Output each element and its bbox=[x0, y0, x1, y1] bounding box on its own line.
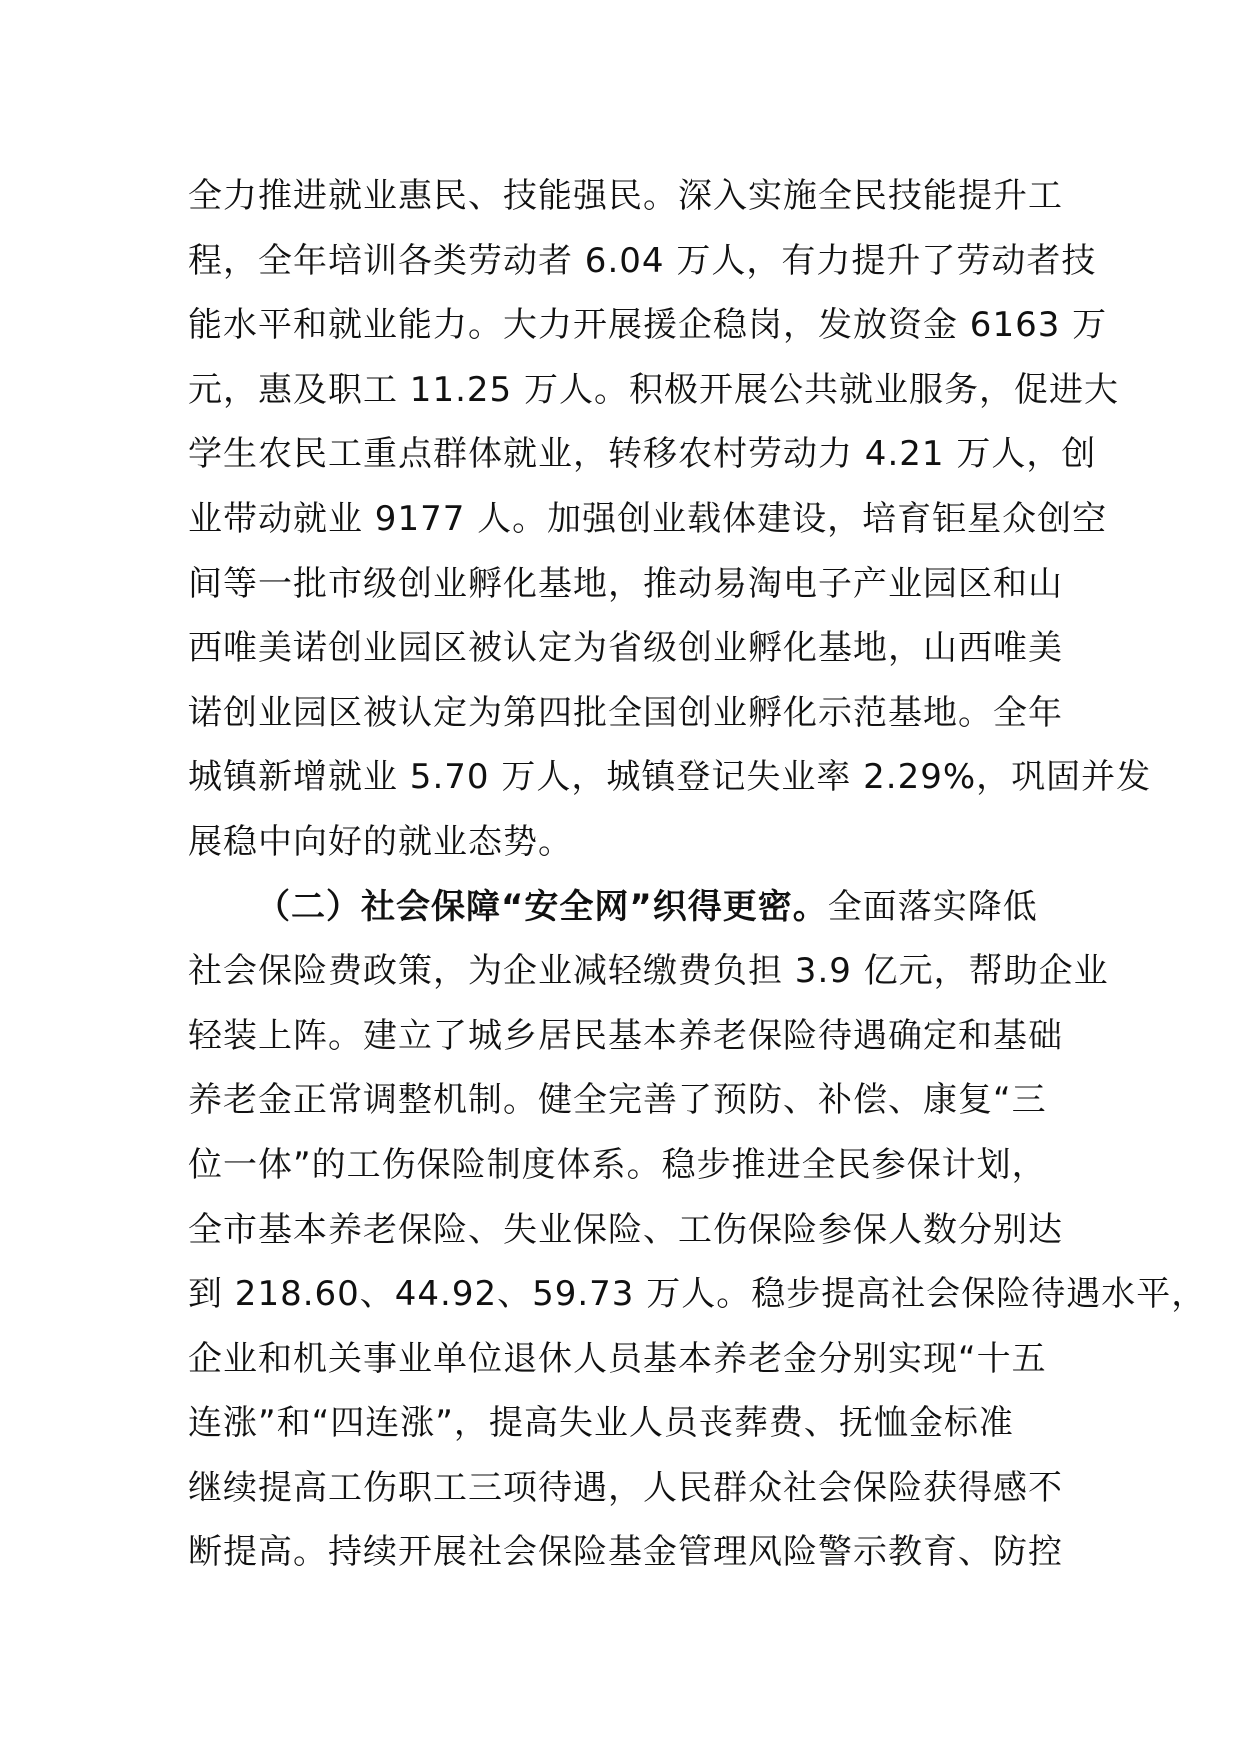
text-line-first bbox=[188, 875, 1063, 940]
text-line: 到 218.60、44.92、59.73 万人。稳步提高社会保险待遇水平， bbox=[188, 1274, 1207, 1315]
text-line: 全市基本养老保险、失业保险、工伤保险参保人数分别达 bbox=[188, 1209, 1063, 1250]
text-line: 能水平和就业能力。大力开展援企稳岗，发放资金 6163 万 bbox=[188, 305, 1108, 346]
document-body bbox=[188, 164, 1207, 1585]
text-line: 展稳中向好的就业态势。 bbox=[188, 821, 573, 862]
text-line: 间等一批市级创业孵化基地，推动易淘电子产业园区和山 bbox=[188, 563, 1063, 604]
text-line: 企业和机关事业单位退休人员基本养老金分别实现“十五 bbox=[188, 1338, 1047, 1379]
text-line: 学生农民工重点群体就业，转移农村劳动力 4.21 万人，创 bbox=[188, 434, 1097, 475]
text-line: 社会保险费政策，为企业减轻缴费负担 3.9 亿元，帮助企业 bbox=[188, 951, 1109, 992]
text-line: 诺创业园区被认定为第四批全国创业孵化示范基地。全年 bbox=[188, 692, 1063, 733]
text-line: 断提高。持续开展社会保险基金管理风险警示教育、防控 bbox=[188, 1532, 1063, 1573]
text-line: 连涨”和“四连涨”，提高失业人员丧葬费、抚恤金标准 bbox=[188, 1403, 1014, 1444]
text-line: 位一体”的工伤保险制度体系。稳步推进全民参保计划， bbox=[188, 1144, 1047, 1185]
text-line: 业带动就业 9177 人。加强创业载体建设，培育钜星众创空 bbox=[188, 498, 1108, 539]
text-line: 元，惠及职工 11.25 万人。积极开展公共就业服务，促进大 bbox=[188, 369, 1119, 410]
text-line: 轻装上阵。建立了城乡居民基本养老保险待遇确定和基础 bbox=[188, 1015, 1063, 1056]
text-line: 西唯美诺创业园区被认定为省级创业孵化基地，山西唯美 bbox=[188, 628, 1063, 669]
paragraph-social-security bbox=[188, 875, 1207, 1586]
section-heading: （二）社会保障“安全网”织得更密。 bbox=[256, 886, 828, 927]
paragraph-employment bbox=[188, 164, 1152, 875]
text-line: 程，全年培训各类劳动者 6.04 万人，有力提升了劳动者技 bbox=[188, 240, 1097, 281]
text-line: 全力推进就业惠民、技能强民。深入实施全民技能提升工 bbox=[188, 176, 1063, 216]
text-line: 养老金正常调整机制。健全完善了预防、补偿、康复“三 bbox=[188, 1080, 1047, 1121]
text-line: 城镇新增就业 5.70 万人，城镇登记失业率 2.29%，巩固并发 bbox=[188, 757, 1152, 798]
heading-continuation: 全面落实降低 bbox=[827, 886, 1038, 927]
text-line: 继续提高工伤职工三项待遇，人民群众社会保险获得感不 bbox=[188, 1467, 1063, 1508]
